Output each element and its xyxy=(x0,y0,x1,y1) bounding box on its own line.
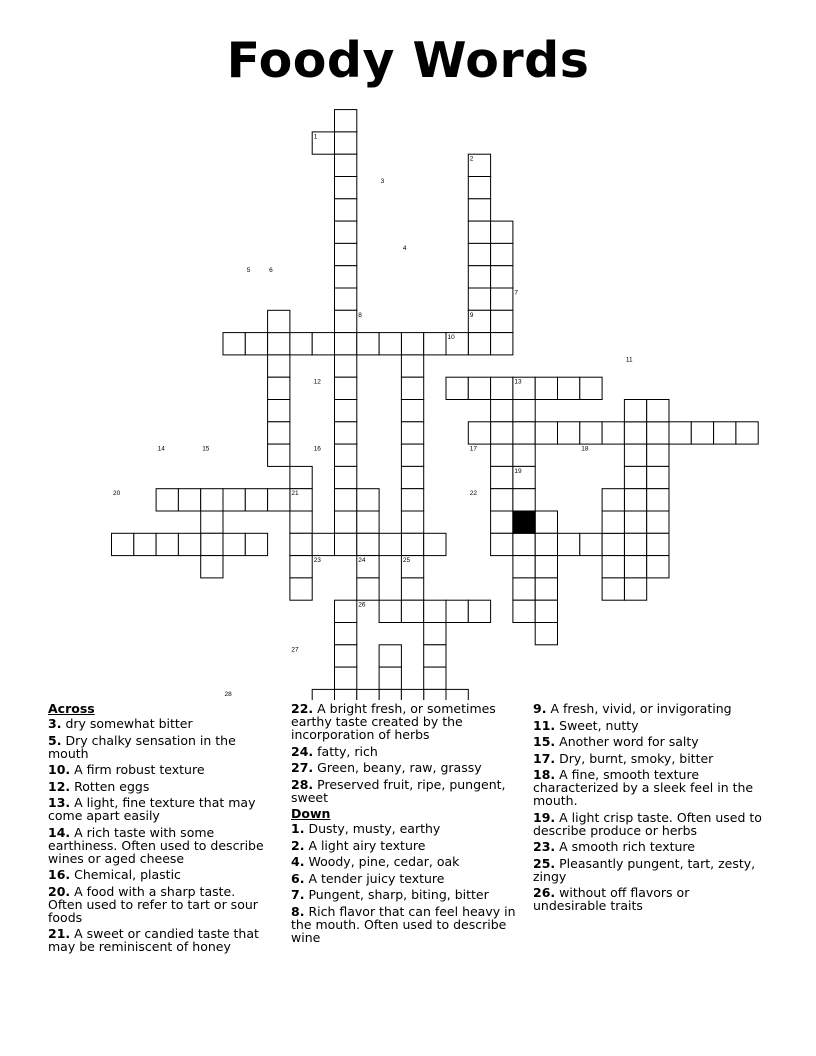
clue-item xyxy=(533,857,763,883)
grid-cell[interactable] xyxy=(468,243,490,265)
clue-text: A food with a sharp taste. Often used to refer to tart or sour foods xyxy=(48,883,258,925)
clue-number: 21. xyxy=(48,926,71,941)
grid-cell[interactable] xyxy=(624,533,646,555)
clue-item xyxy=(291,702,523,741)
cell-number: 12 xyxy=(313,378,321,386)
clue-text: Pleasantly pungent, tart, zesty, zingy xyxy=(533,855,756,884)
clue-number: 22. xyxy=(291,701,314,716)
clue-number: 20. xyxy=(48,883,71,899)
grid-cell[interactable] xyxy=(424,645,446,667)
grid-cell[interactable] xyxy=(401,489,423,511)
grid-cell[interactable] xyxy=(513,444,535,466)
clue-item xyxy=(48,763,273,776)
grid-cell[interactable] xyxy=(491,333,513,355)
clue-number: 15. xyxy=(533,734,556,749)
clue-number: 9. xyxy=(533,701,547,716)
clue-text: fatty, rich xyxy=(317,743,378,759)
clue-number: 14. xyxy=(48,824,71,840)
grid-cell[interactable] xyxy=(424,623,446,645)
down-heading: Down xyxy=(291,806,331,821)
black-cell xyxy=(513,511,535,533)
grid-cell[interactable] xyxy=(401,444,423,466)
clue-number: 23. xyxy=(533,839,556,854)
clue-text: A light, fine texture that may come apart easily xyxy=(48,795,256,823)
clue-item xyxy=(48,885,273,924)
clue-number: 24. xyxy=(291,743,314,759)
clue-item xyxy=(533,768,763,807)
grid-cell[interactable] xyxy=(379,689,401,700)
grid-cell[interactable] xyxy=(468,266,490,288)
grid-cell[interactable] xyxy=(602,422,624,444)
clue-number: 1. xyxy=(291,821,305,836)
grid-cell[interactable] xyxy=(335,466,357,488)
clue-text: dry somewhat bitter xyxy=(65,716,193,731)
clue-item xyxy=(533,719,763,732)
cell-number: 15 xyxy=(202,445,210,453)
grid-cell[interactable] xyxy=(602,533,624,555)
grid-cell[interactable] xyxy=(401,422,423,444)
clue-text: Rich flavor that can feel heavy in the mouth. Often used to describe wine xyxy=(291,903,516,945)
grid-cell[interactable] xyxy=(624,578,646,600)
grid-cell[interactable] xyxy=(268,310,290,332)
grid-cell[interactable] xyxy=(290,578,312,600)
clue-number: 11. xyxy=(533,717,556,733)
grid-cell[interactable] xyxy=(714,422,736,444)
clue-item xyxy=(291,822,523,835)
grid-cell[interactable] xyxy=(513,578,535,600)
cell-number: 6 xyxy=(269,267,273,275)
grid-cell[interactable] xyxy=(245,333,267,355)
clue-item xyxy=(291,761,523,774)
grid-cell[interactable] xyxy=(468,221,490,243)
grid-cell[interactable] xyxy=(513,489,535,511)
cell-number: 19 xyxy=(514,467,522,475)
cell-number: 2 xyxy=(469,155,474,163)
grid-cell[interactable] xyxy=(401,377,423,399)
grid-cell[interactable] xyxy=(424,333,446,355)
grid-cell[interactable] xyxy=(357,533,379,555)
clue-text: A light crisp taste. Often used to describe produce or herbs xyxy=(533,809,762,838)
grid-cell[interactable] xyxy=(335,333,357,355)
grid-cell[interactable] xyxy=(290,333,312,355)
grid-cell[interactable] xyxy=(401,355,423,377)
grid-cell[interactable] xyxy=(602,489,624,511)
clue-item xyxy=(533,735,763,748)
grid-cell[interactable] xyxy=(379,333,401,355)
grid-cell[interactable] xyxy=(558,533,580,555)
clue-text: Rotten eggs xyxy=(74,778,150,794)
clue-text: A fresh, vivid, or invigorating xyxy=(550,701,732,716)
grid-cell[interactable] xyxy=(290,511,312,533)
grid-cell[interactable] xyxy=(647,489,669,511)
grid-cell[interactable] xyxy=(156,533,178,555)
grid-cell[interactable] xyxy=(424,689,446,700)
cell-number: 7 xyxy=(514,289,519,297)
clue-item xyxy=(291,839,523,852)
grid-cell[interactable] xyxy=(491,533,513,555)
grid-cell[interactable] xyxy=(491,243,513,265)
clue-text: Another word for salty xyxy=(559,734,699,749)
cell-number: 1 xyxy=(313,133,318,141)
grid-cell[interactable] xyxy=(558,377,580,399)
grid-cell[interactable] xyxy=(245,489,267,511)
clue-item xyxy=(48,868,273,881)
clue-number: 28. xyxy=(291,776,314,792)
clue-text: Preserved fruit, ripe, pungent, sweet xyxy=(291,776,506,805)
clue-number: 8. xyxy=(291,903,305,919)
grid-cell[interactable] xyxy=(491,377,513,399)
grid-cell[interactable] xyxy=(268,355,290,377)
clue-number: 13. xyxy=(48,795,71,810)
grid-cell[interactable] xyxy=(401,400,423,422)
grid-cell[interactable] xyxy=(268,400,290,422)
grid-cell[interactable] xyxy=(468,422,490,444)
grid-cell[interactable] xyxy=(335,645,357,667)
clue-number: 19. xyxy=(533,809,556,825)
clue-text: A light airy texture xyxy=(308,837,426,853)
grid-cell[interactable] xyxy=(156,489,178,511)
clue-item xyxy=(291,778,523,804)
grid-cell[interactable] xyxy=(535,511,557,533)
clue-item xyxy=(533,702,763,715)
grid-cell[interactable] xyxy=(290,556,312,578)
clues-column-1 xyxy=(48,702,273,957)
grid-cell[interactable] xyxy=(535,533,557,555)
cell-number: 16 xyxy=(313,445,321,453)
grid-cell[interactable] xyxy=(647,556,669,578)
grid-cell[interactable] xyxy=(580,533,602,555)
grid-cell[interactable] xyxy=(379,645,401,667)
grid-cell[interactable] xyxy=(335,600,357,622)
clue-text: A rich taste with some earthiness. Often used to describe wines or aged cheese xyxy=(48,824,264,866)
grid-cell[interactable] xyxy=(491,511,513,533)
grid-cell[interactable] xyxy=(268,444,290,466)
grid-cell[interactable] xyxy=(491,422,513,444)
grid-cell[interactable] xyxy=(424,600,446,622)
cell-number: 5 xyxy=(246,267,251,275)
grid-cell[interactable] xyxy=(357,578,379,600)
grid-cell[interactable] xyxy=(491,288,513,310)
grid-cell[interactable] xyxy=(468,199,490,221)
grid-cell[interactable] xyxy=(379,600,401,622)
grid-cell[interactable] xyxy=(335,667,357,689)
grid-cell[interactable] xyxy=(558,422,580,444)
grid-cell[interactable] xyxy=(468,333,490,355)
cell-number: 13 xyxy=(514,378,522,386)
grid-cell[interactable] xyxy=(335,489,357,511)
grid-cell[interactable] xyxy=(647,511,669,533)
grid-cell[interactable] xyxy=(446,600,468,622)
grid-cell[interactable] xyxy=(647,422,669,444)
clue-item xyxy=(48,826,273,865)
clue-number: 27. xyxy=(291,760,314,775)
grid-cell[interactable] xyxy=(513,556,535,578)
grid-cell[interactable] xyxy=(268,333,290,355)
grid-cell[interactable] xyxy=(491,444,513,466)
grid-cell[interactable] xyxy=(535,422,557,444)
grid-cell[interactable] xyxy=(602,578,624,600)
grid-cell[interactable] xyxy=(379,533,401,555)
clue-item xyxy=(48,734,273,760)
grid-cell[interactable] xyxy=(513,422,535,444)
grid-cell[interactable] xyxy=(335,422,357,444)
clue-item xyxy=(48,780,273,793)
grid-cell[interactable] xyxy=(401,600,423,622)
grid-cell[interactable] xyxy=(335,154,357,176)
grid-cell[interactable] xyxy=(535,377,557,399)
grid-cell[interactable] xyxy=(379,667,401,689)
cell-number: 9 xyxy=(469,311,474,319)
cell-number: 23 xyxy=(313,557,321,565)
cell-number: 11 xyxy=(625,356,633,364)
cell-number: 4 xyxy=(402,244,407,252)
clue-text: A bright fresh, or sometimes earthy taste created by the incorporation of herbs xyxy=(291,701,496,742)
grid-cell[interactable] xyxy=(178,533,200,555)
grid-cell[interactable] xyxy=(335,288,357,310)
grid-cell[interactable] xyxy=(624,511,646,533)
grid-cell[interactable] xyxy=(736,422,758,444)
grid-cell[interactable] xyxy=(335,533,357,555)
grid-cell[interactable] xyxy=(245,533,267,555)
grid-cell[interactable] xyxy=(513,400,535,422)
clue-text: Green, beany, raw, grassy xyxy=(317,760,482,775)
grid-cell[interactable] xyxy=(335,177,357,199)
grid-cell[interactable] xyxy=(335,110,357,132)
grid-cell[interactable] xyxy=(624,400,646,422)
grid-cell[interactable] xyxy=(201,489,223,511)
clue-text: A fine, smooth texture characterized by a sleek feel in the mouth. xyxy=(533,767,754,808)
grid-cell[interactable] xyxy=(513,600,535,622)
grid-cell[interactable] xyxy=(134,533,156,555)
grid-cell[interactable] xyxy=(201,533,223,555)
clue-item xyxy=(533,840,763,853)
clue-number: 25. xyxy=(533,855,556,871)
clue-number: 26. xyxy=(533,885,556,900)
grid-cell[interactable] xyxy=(624,422,646,444)
grid-cell[interactable] xyxy=(312,333,334,355)
grid-cell[interactable] xyxy=(335,199,357,221)
grid-cell[interactable] xyxy=(178,489,200,511)
cell-number: 27 xyxy=(291,646,299,654)
cell-number: 25 xyxy=(402,557,411,565)
clue-text: Dusty, musty, earthy xyxy=(308,821,441,836)
clue-number: 18. xyxy=(533,767,556,782)
puzzle-title: Foody Words xyxy=(226,32,590,89)
grid-cell[interactable] xyxy=(691,422,713,444)
cell-number: 8 xyxy=(358,311,362,319)
grid-cell[interactable] xyxy=(491,489,513,511)
grid-cell[interactable] xyxy=(290,533,312,555)
grid-cell[interactable] xyxy=(335,400,357,422)
clue-item xyxy=(48,796,273,822)
grid-cell[interactable] xyxy=(535,623,557,645)
clue-item xyxy=(533,886,763,912)
clue-item xyxy=(291,888,523,901)
grid-cell[interactable] xyxy=(312,533,334,555)
grid-cell[interactable] xyxy=(624,556,646,578)
grid-cell[interactable] xyxy=(112,533,134,555)
grid-cell[interactable] xyxy=(335,355,357,377)
grid-cell[interactable] xyxy=(624,444,646,466)
grid-cell[interactable] xyxy=(223,533,245,555)
grid-cell[interactable] xyxy=(335,132,357,154)
grid-cell[interactable] xyxy=(357,689,379,700)
grid-cell[interactable] xyxy=(580,377,602,399)
grid-cell[interactable] xyxy=(335,266,357,288)
cell-number: 24 xyxy=(358,557,366,565)
clue-text: A smooth rich texture xyxy=(559,839,695,854)
clues-column-2 xyxy=(291,702,523,947)
cell-number: 14 xyxy=(157,445,165,453)
grid-cell[interactable] xyxy=(602,511,624,533)
grid-cell[interactable] xyxy=(357,333,379,355)
clue-number: 10. xyxy=(48,762,71,777)
clue-text: Woody, pine, cedar, oak xyxy=(308,854,460,869)
grid-cell[interactable] xyxy=(468,288,490,310)
grid-cell[interactable] xyxy=(223,489,245,511)
grid-cell[interactable] xyxy=(401,511,423,533)
clue-number: 12. xyxy=(48,778,71,794)
grid-cell[interactable] xyxy=(446,377,468,399)
clue-text: Pungent, sharp, biting, bitter xyxy=(308,887,489,902)
grid-cell[interactable] xyxy=(535,556,557,578)
clue-number: 16. xyxy=(48,867,71,882)
cell-number: 18 xyxy=(581,445,589,453)
clue-text: Dry chalky sensation in the mouth xyxy=(48,732,236,761)
cell-number: 28 xyxy=(224,690,232,698)
grid-cell[interactable] xyxy=(491,266,513,288)
clue-number: 4. xyxy=(291,854,305,869)
grid-cell[interactable] xyxy=(491,221,513,243)
cell-number: 3 xyxy=(380,178,385,185)
grid-cell[interactable] xyxy=(624,489,646,511)
clue-number: 5. xyxy=(48,732,62,748)
clue-item xyxy=(291,855,523,868)
clue-text: Chemical, plastic xyxy=(74,867,181,882)
grid-cell[interactable] xyxy=(335,243,357,265)
grid-cell[interactable] xyxy=(647,444,669,466)
cell-number: 22 xyxy=(469,490,478,498)
grid-cell[interactable] xyxy=(335,689,357,700)
grid-cell[interactable] xyxy=(401,689,423,700)
clue-text: Sweet, nutty xyxy=(559,717,639,733)
clue-text: A firm robust texture xyxy=(74,762,205,777)
clue-item xyxy=(291,905,523,944)
grid-cell[interactable] xyxy=(669,422,691,444)
grid-cell[interactable] xyxy=(290,466,312,488)
grid-cell[interactable] xyxy=(335,377,357,399)
grid-cell[interactable] xyxy=(513,533,535,555)
grid-cell[interactable] xyxy=(335,444,357,466)
cell-number: 21 xyxy=(291,490,299,498)
clue-number: 17. xyxy=(533,750,556,766)
clue-item xyxy=(48,717,273,730)
grid-cell[interactable] xyxy=(491,310,513,332)
clue-item xyxy=(533,811,763,837)
cell-number: 10 xyxy=(447,334,455,342)
clue-item xyxy=(291,872,523,885)
grid-cell[interactable] xyxy=(647,400,669,422)
clue-number: 2. xyxy=(291,837,305,853)
grid-cell[interactable] xyxy=(535,578,557,600)
grid-cell[interactable] xyxy=(335,623,357,645)
clue-text: without off flavors or undesirable traits xyxy=(533,885,690,913)
grid-cell[interactable] xyxy=(401,578,423,600)
grid-cell[interactable] xyxy=(535,600,557,622)
grid-cell[interactable] xyxy=(201,511,223,533)
grid-cell[interactable] xyxy=(268,422,290,444)
clue-number: 3. xyxy=(48,716,62,731)
grid-cell[interactable] xyxy=(401,466,423,488)
grid-cell[interactable] xyxy=(446,689,468,700)
clues-column-3 xyxy=(533,702,763,916)
grid-cell[interactable] xyxy=(335,511,357,533)
grid-cell[interactable] xyxy=(491,466,513,488)
grid-cell[interactable] xyxy=(468,177,490,199)
grid-cell[interactable] xyxy=(580,422,602,444)
grid-cell[interactable] xyxy=(602,556,624,578)
clue-item xyxy=(48,927,273,953)
grid-cell[interactable] xyxy=(223,333,245,355)
clue-text: A sweet or candied taste that may be reminiscent of honey xyxy=(48,926,259,954)
grid-cell[interactable] xyxy=(312,689,334,700)
cell-number: 26 xyxy=(358,601,366,609)
clue-number: 7. xyxy=(291,887,305,902)
clue-number: 6. xyxy=(291,870,305,886)
across-heading: Across xyxy=(48,701,95,716)
grid-cell[interactable] xyxy=(357,489,379,511)
grid-cell[interactable] xyxy=(201,556,223,578)
grid-cell[interactable] xyxy=(647,533,669,555)
cell-number: 20 xyxy=(113,490,121,498)
grid-cell[interactable] xyxy=(335,221,357,243)
clue-text: Dry, burnt, smoky, bitter xyxy=(559,750,714,766)
grid-cell[interactable] xyxy=(624,466,646,488)
grid-cell[interactable] xyxy=(401,333,423,355)
clue-text: A tender juicy texture xyxy=(308,870,445,886)
grid-cell[interactable] xyxy=(468,600,490,622)
grid-cell[interactable] xyxy=(268,377,290,399)
cell-number: 17 xyxy=(469,445,478,453)
grid-cell[interactable] xyxy=(647,466,669,488)
grid-cell[interactable] xyxy=(424,667,446,689)
grid-cell[interactable] xyxy=(401,533,423,555)
clue-item xyxy=(533,752,763,765)
clue-item xyxy=(291,745,523,758)
grid-cell[interactable] xyxy=(424,533,446,555)
grid-cell[interactable] xyxy=(468,377,490,399)
grid-cell[interactable] xyxy=(491,400,513,422)
grid-cell[interactable] xyxy=(357,511,379,533)
grid-cell[interactable] xyxy=(335,310,357,332)
grid-cell[interactable] xyxy=(268,489,290,511)
